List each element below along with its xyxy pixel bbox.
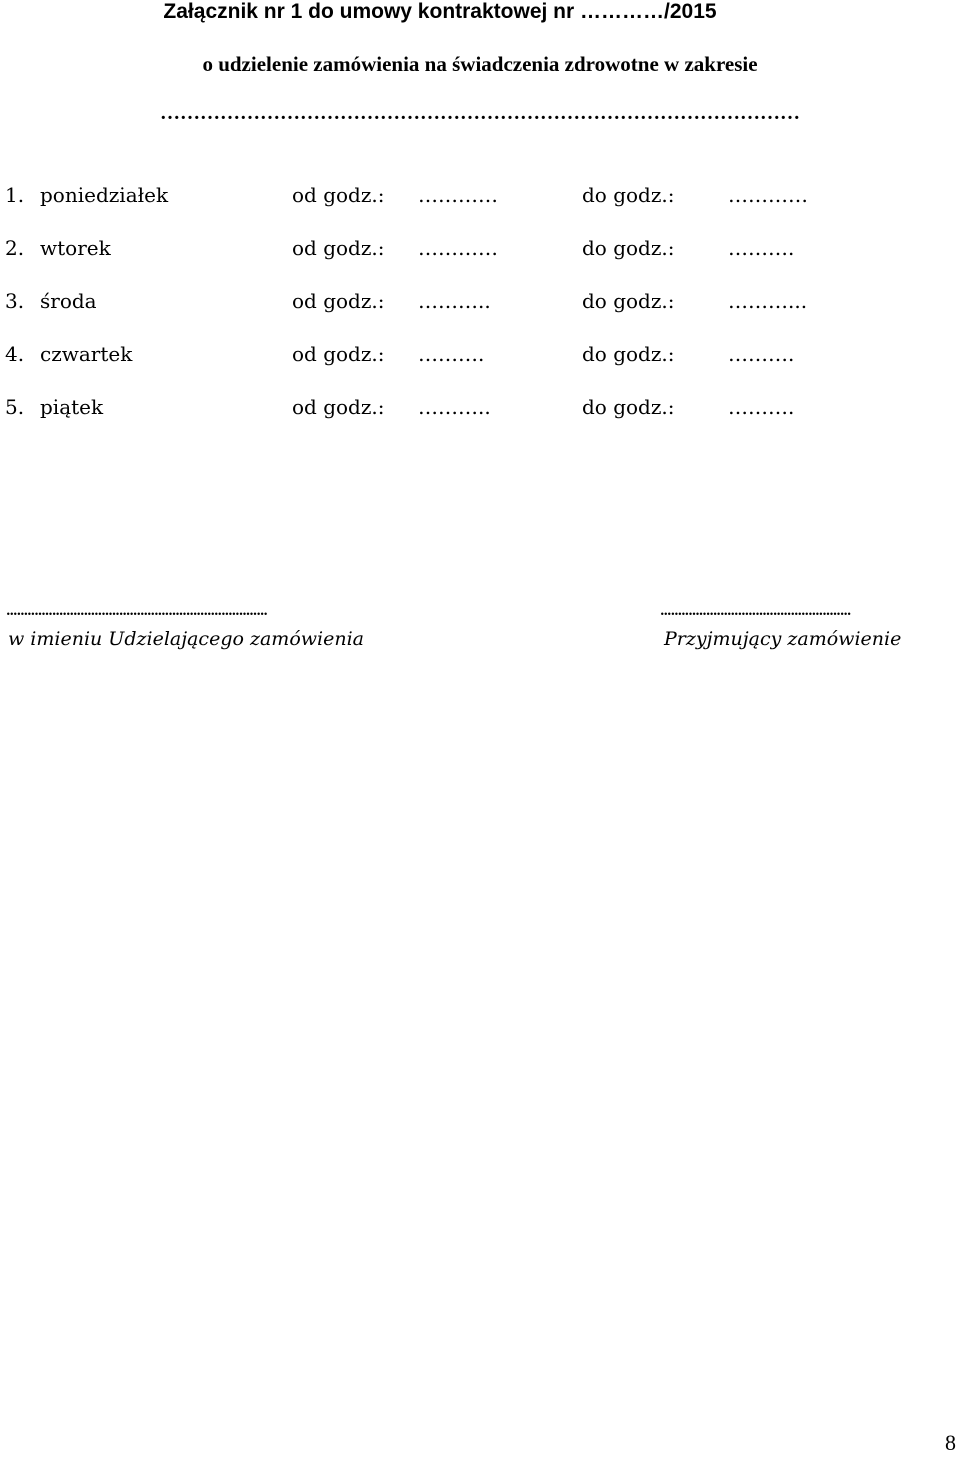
page-number: 8 <box>945 1430 956 1455</box>
from-time-blank: ……….. <box>418 395 491 419</box>
document-subtitle: o udzieleniе zamówienia na świadczenia zdrowotne w zakresie <box>202 52 758 76</box>
left-signature-line: .......................................................................... <box>6 604 267 619</box>
schedule-list <box>0 180 960 445</box>
from-time-blank: ……….. <box>418 289 491 313</box>
row-number: 1. <box>5 183 25 207</box>
day-name: środa <box>40 289 97 313</box>
from-label: od godz.: <box>292 183 385 207</box>
document-title: Załącznik nr 1 do umowy kontraktowej nr …………/2015 <box>163 0 717 23</box>
schedule-row-friday <box>0 392 960 445</box>
schedule-row-thursday <box>0 339 960 392</box>
from-label: od godz.: <box>292 236 385 260</box>
day-name: czwartek <box>40 342 133 366</box>
to-time-blank: ………. <box>728 342 795 366</box>
from-time-blank: ………… <box>418 236 498 260</box>
row-number: 3. <box>5 289 25 313</box>
left-signature-label: w imieniu Udzielającego zamówienia <box>8 628 364 650</box>
to-label: do godz.: <box>582 289 675 313</box>
to-time-blank: ………. <box>728 395 795 419</box>
from-time-blank: ………… <box>418 183 498 207</box>
schedule-row-monday <box>0 180 960 233</box>
right-signature-label: Przyjmujący zamówienie <box>664 628 902 650</box>
right-signature-line: ...................................................... <box>660 604 851 619</box>
from-label: od godz.: <box>292 342 385 366</box>
to-label: do godz.: <box>582 236 675 260</box>
to-label: do godz.: <box>582 395 675 419</box>
from-label: od godz.: <box>292 395 385 419</box>
day-name: wtorek <box>40 236 111 260</box>
day-name: piątek <box>40 395 104 419</box>
schedule-row-wednesday <box>0 286 960 339</box>
row-number: 2. <box>5 236 25 260</box>
row-number: 4. <box>5 342 25 366</box>
to-time-blank: ………… <box>728 183 808 207</box>
row-number: 5. <box>5 395 25 419</box>
from-time-blank: ………. <box>418 342 485 366</box>
day-name: poniedziałek <box>40 183 169 207</box>
schedule-row-tuesday <box>0 233 960 286</box>
to-label: do godz.: <box>582 183 675 207</box>
from-label: od godz.: <box>292 289 385 313</box>
to-label: do godz.: <box>582 342 675 366</box>
scope-placeholder: …………………………………………………………………………………… <box>160 102 800 124</box>
to-time-blank: ………. <box>728 236 795 260</box>
to-time-blank: ………... <box>728 289 808 313</box>
